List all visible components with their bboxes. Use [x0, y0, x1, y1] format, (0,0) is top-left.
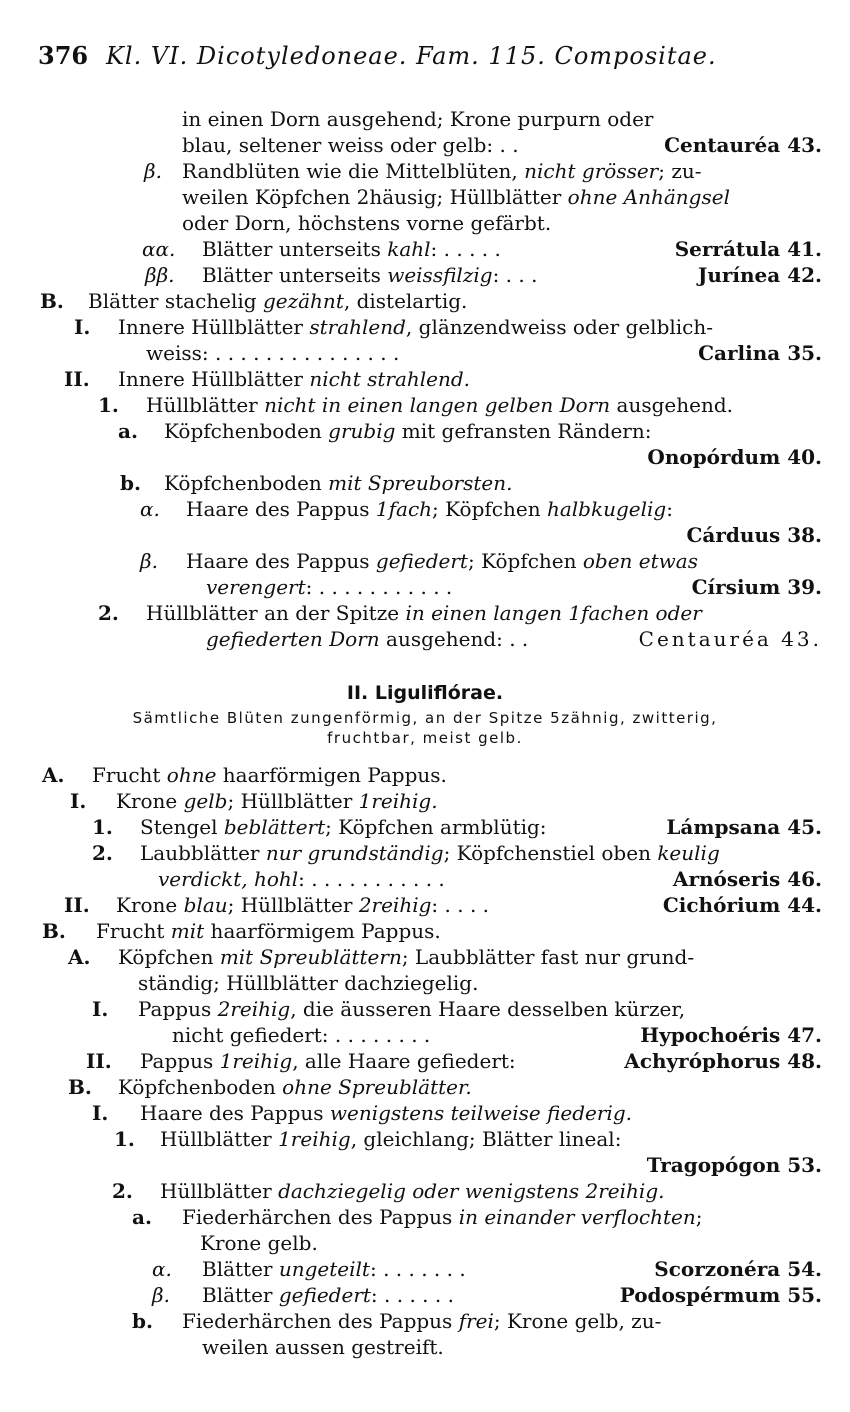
emphasis-text: 1reihig: [219, 1049, 293, 1073]
running-header: [0, 40, 850, 72]
key-step-label: b.: [132, 1309, 153, 1333]
key-description: [140, 814, 547, 840]
key-line: [0, 1204, 850, 1230]
key-description: [146, 340, 399, 366]
body-text: Köpfchen: [118, 945, 220, 969]
body-text: oder Dorn, höchstens vorne gefärbt.: [182, 211, 552, 235]
key-description: [116, 788, 438, 814]
key-step-label: 1.: [114, 1127, 135, 1151]
body-text: Haare des Pappus: [140, 1101, 330, 1125]
genus-reference: Círsium 39.: [691, 575, 822, 599]
body-text: Randblüten wie die Mittelblüten,: [182, 159, 525, 183]
key-line: [0, 970, 850, 996]
emphasis-text: ungeteilt: [278, 1257, 370, 1281]
body-text: Krone: [116, 893, 184, 917]
emphasis-text: gefiederten Dorn: [206, 627, 380, 651]
body-text: , alle Haare gefiedert:: [292, 1049, 516, 1073]
key-line: [0, 184, 850, 210]
key-description: [118, 944, 694, 970]
key-line: [0, 866, 850, 892]
key-line: [0, 574, 850, 600]
key-step-label: 1.: [92, 815, 113, 839]
body-text: :: [492, 263, 500, 287]
emphasis-text: blau: [183, 893, 228, 917]
key-description: [186, 496, 673, 522]
emphasis-text: gelb: [183, 789, 228, 813]
body-text: ; Köpfchenstiel oben: [443, 841, 658, 865]
emphasis-text: mit: [170, 919, 205, 943]
key-line: [0, 106, 850, 132]
body-text: Hüllblätter: [146, 393, 265, 417]
body-text: ausgehend.: [610, 393, 733, 417]
body-text: , gleichlang; Blätter lineal:: [350, 1127, 622, 1151]
key-description: [202, 1282, 454, 1308]
key-step-label: B.: [68, 1075, 92, 1099]
genus-reference: Centauréa 43.: [664, 133, 822, 157]
body-text: Fiederhärchen des Pappus: [182, 1205, 459, 1229]
key-line: [0, 944, 850, 970]
body-text: weilen aussen gestreift.: [202, 1335, 444, 1359]
key-line: [0, 1100, 850, 1126]
leader-dots: . .: [502, 627, 529, 651]
body-text: , distelartig.: [343, 289, 468, 313]
body-text: Fiederhärchen des Pappus: [182, 1309, 459, 1333]
key-description: [116, 892, 489, 918]
body-text: nicht gefiedert:: [172, 1023, 329, 1047]
leader-dots: . . . . . . . . . . . . . . .: [208, 341, 400, 365]
body-text: Hüllblätter: [160, 1127, 279, 1151]
emphasis-text: gefiedert: [278, 1283, 371, 1307]
key-description: [118, 366, 470, 392]
key-description: [182, 158, 702, 184]
section-heading: [0, 680, 850, 706]
body-text: Köpfchenboden: [118, 1075, 283, 1099]
body-text: ; Köpfchen armblütig:: [325, 815, 547, 839]
key-description: [202, 262, 537, 288]
key-description: [182, 184, 730, 210]
body-text: Haare des Pappus: [186, 549, 376, 573]
genus-reference: Serrátula 41.: [674, 237, 822, 261]
genus-reference: Jurínea 42.: [697, 263, 822, 287]
body-text: Blätter stachelig: [88, 289, 263, 313]
body-text: in einen Dorn ausgehend; Krone purpurn oder: [182, 107, 654, 131]
key-description: [146, 392, 733, 418]
emphasis-text: gezähnt: [262, 289, 344, 313]
body-text: :: [430, 237, 438, 261]
key-description: [182, 1308, 661, 1334]
key-description: [118, 1074, 472, 1100]
key-step-label: β.: [152, 1283, 170, 1307]
body-text: Blätter unterseits: [202, 237, 388, 261]
leader-dots: . . . . . . . . . . .: [312, 575, 453, 599]
key-description: [202, 236, 501, 262]
section-title: II. Liguliflórae.: [346, 682, 504, 704]
key-step-label: A.: [68, 945, 91, 969]
body-text: Krone: [116, 789, 184, 813]
key-description: [164, 418, 651, 444]
emphasis-text: 1reihig.: [358, 789, 438, 813]
key-line: [0, 626, 850, 652]
body-text: Blätter unterseits: [202, 263, 388, 287]
leader-dots: . . .: [499, 263, 538, 287]
emphasis-text: keulig: [657, 841, 720, 865]
key-line: [0, 1256, 850, 1282]
emphasis-text: frei: [458, 1309, 494, 1333]
emphasis-text: 2reihig: [358, 893, 432, 917]
emphasis-text: mit Spreublättern: [219, 945, 402, 969]
key-step-label: a.: [132, 1205, 152, 1229]
key-line: [0, 918, 850, 944]
emphasis-text: nicht in einen langen gelben Dorn: [264, 393, 611, 417]
emphasis-text: 2reihig: [217, 997, 291, 1021]
key-step-label: B.: [40, 289, 64, 313]
key-line: [0, 262, 850, 288]
key-step-label: b.: [120, 471, 141, 495]
page-number: 376: [38, 41, 89, 70]
body-text: blau, seltener weiss oder gelb:: [182, 133, 494, 157]
body-text: Innere Hüllblätter: [118, 315, 310, 339]
body-text: ; Köpfchen: [432, 497, 547, 521]
key-description: [140, 1100, 632, 1126]
emphasis-text: halbkugelig: [546, 497, 667, 521]
key-description: [138, 996, 685, 1022]
key-line: [0, 788, 850, 814]
emphasis-text: verengert: [206, 575, 306, 599]
emphasis-text: ohne Anhängsel: [567, 185, 730, 209]
key-step-label: I.: [92, 1101, 109, 1125]
key-description: [186, 548, 698, 574]
body-text: weiss:: [146, 341, 209, 365]
emphasis-text: nur grundständig: [265, 841, 444, 865]
leader-dots: . . . . . . .: [376, 1257, 466, 1281]
key-description: [206, 574, 452, 600]
body-text: ;: [695, 1205, 703, 1229]
key-step-label: β.: [140, 549, 158, 573]
genus-reference: Arnóseris 46.: [672, 867, 822, 891]
key-line: [0, 522, 850, 548]
leader-dots: . . . . .: [437, 237, 501, 261]
key-description: [206, 626, 528, 652]
body-text: Haare des Pappus: [186, 497, 376, 521]
key-step-label: I.: [92, 997, 109, 1021]
key-step-label: II.: [64, 367, 90, 391]
emphasis-text: nicht grösser: [524, 159, 659, 183]
key-line: [0, 132, 850, 158]
emphasis-text: kahl: [387, 237, 431, 261]
key-step-label: a.: [118, 419, 138, 443]
key-step-label: 1.: [98, 393, 119, 417]
key-description: [96, 918, 441, 944]
body-text: ; Köpfchen: [467, 549, 583, 573]
emphasis-text: 1fach: [375, 497, 433, 521]
emphasis-text: ohne Spreublätter.: [282, 1075, 472, 1099]
key-line: [0, 1152, 850, 1178]
key-line: [0, 366, 850, 392]
emphasis-text: beblättert: [223, 815, 326, 839]
emphasis-text: grubig: [328, 419, 396, 443]
key-step-label: I.: [70, 789, 87, 813]
key-description: [158, 866, 445, 892]
key-step-label: αα.: [142, 237, 176, 261]
body-text: Blätter: [202, 1257, 279, 1281]
body-text: :: [305, 575, 313, 599]
genus-reference: Podospérmum 55.: [619, 1283, 822, 1307]
body-text: :: [298, 867, 305, 891]
key-step-label: I.: [74, 315, 91, 339]
key-line: [0, 392, 850, 418]
key-line: [0, 1022, 850, 1048]
key-step-label: B.: [42, 919, 66, 943]
body-text: haarförmigen Pappus.: [216, 763, 447, 787]
key-line: [0, 1178, 850, 1204]
genus-reference: Lámpsana 45.: [666, 815, 822, 839]
key-line: [0, 600, 850, 626]
key-description: [200, 1230, 318, 1256]
key-line: [0, 996, 850, 1022]
key-step-label: 2.: [98, 601, 119, 625]
body-text: ; Hüllblätter: [227, 789, 359, 813]
body-text: Pappus: [138, 997, 218, 1021]
genus-reference: Scorzonéra 54.: [654, 1257, 822, 1281]
key-description: [182, 106, 653, 132]
body-text: Frucht: [96, 919, 171, 943]
key-line: [0, 892, 850, 918]
key-description: [182, 210, 551, 236]
body-text: mit gefransten Rändern:: [395, 419, 652, 443]
emphasis-text: in einander verflochten: [458, 1205, 696, 1229]
body-text: :: [369, 1257, 377, 1281]
body-text: ; zu-: [658, 159, 702, 183]
genus-reference: Centauréa 43.: [638, 627, 822, 651]
body-text: ; Laubblätter fast nur grund-: [401, 945, 695, 969]
key-step-label: II.: [86, 1049, 112, 1073]
key-line: [0, 1048, 850, 1074]
leader-dots: . . . .: [438, 893, 490, 917]
key-line: [0, 1282, 850, 1308]
key-step-label: β.: [144, 159, 162, 183]
body-text: Stengel: [140, 815, 224, 839]
key-line: [0, 1230, 850, 1256]
body-text: , die äusseren Haare desselben kürzer,: [290, 997, 686, 1021]
body-text: Pappus: [140, 1049, 220, 1073]
key-line: [0, 314, 850, 340]
body-text: haarförmigem Pappus.: [204, 919, 441, 943]
key-description: [202, 1256, 466, 1282]
key-line: [0, 840, 850, 866]
leader-dots: . . . . . . . .: [328, 1023, 431, 1047]
key-step-label: A.: [42, 763, 65, 787]
body-text: weilen Köpfchen 2häusig; Hüllblätter: [182, 185, 568, 209]
key-line: [0, 1308, 850, 1334]
key-line: [0, 340, 850, 366]
body-text: Köpfchenboden: [164, 419, 329, 443]
genus-reference: Onopórdum 40.: [647, 445, 822, 469]
emphasis-text: strahlend: [309, 315, 406, 339]
key-description: [172, 1022, 430, 1048]
key-description: [140, 1048, 516, 1074]
key-description: [182, 1204, 702, 1230]
body-text: Blätter: [202, 1283, 279, 1307]
section-description-text: fruchtbar, meist gelb.: [327, 729, 523, 747]
key-line: [0, 496, 850, 522]
key-line: [0, 418, 850, 444]
key-description: [146, 600, 702, 626]
key-line: [0, 470, 850, 496]
section-description-line-2: [0, 728, 850, 748]
body-text: ausgehend:: [379, 627, 503, 651]
key-line: [0, 1334, 850, 1360]
emphasis-text: in einen langen 1fachen oder: [405, 601, 702, 625]
key-step-label: 2.: [112, 1179, 133, 1203]
genus-reference: Achyróphorus 48.: [624, 1049, 822, 1073]
key-line: [0, 814, 850, 840]
key-line: [0, 210, 850, 236]
leader-dots: . . . . . .: [377, 1283, 454, 1307]
body-text: Hüllblätter an der Spitze: [146, 601, 406, 625]
genus-reference: Cárduus 38.: [686, 523, 822, 547]
body-text: Innere Hüllblätter: [118, 367, 310, 391]
emphasis-text: verdickt, hohl: [158, 867, 299, 891]
key-step-label: 2.: [92, 841, 113, 865]
body-text: ständig; Hüllblätter dachziegelig.: [138, 971, 479, 995]
emphasis-text: mit Spreuborsten.: [328, 471, 513, 495]
genus-reference: Hypochoéris 47.: [640, 1023, 822, 1047]
key-line: [0, 236, 850, 262]
key-line: [0, 548, 850, 574]
body-text: ; Krone gelb, zu-: [493, 1309, 662, 1333]
section-description-text: Sämtliche Blüten zungenförmig, an der Spitze 5zähnig, zwitterig,: [132, 709, 718, 727]
body-text: Frucht: [92, 763, 167, 787]
key-step-label: α.: [140, 497, 160, 521]
emphasis-text: nicht strahlend.: [309, 367, 471, 391]
body-text: :: [431, 893, 439, 917]
running-title: Kl. VI. Dicotyledoneae. Fam. 115. Compositae.: [106, 42, 717, 70]
emphasis-text: wenigstens teilweise fiederig.: [329, 1101, 632, 1125]
key-description: [118, 314, 713, 340]
body-text: ; Hüllblätter: [227, 893, 359, 917]
emphasis-text: gefiedert: [375, 549, 468, 573]
genus-reference: Cichórium 44.: [662, 893, 822, 917]
leader-dots: . .: [493, 133, 519, 157]
leader-dots: . . . . . . . . . . .: [304, 867, 445, 891]
body-text: Hüllblätter: [160, 1179, 279, 1203]
emphasis-text: dachziegelig oder wenigstens 2reihig.: [278, 1179, 665, 1203]
key-description: [202, 1334, 444, 1360]
key-description: [88, 288, 467, 314]
key-step-label: II.: [64, 893, 90, 917]
genus-reference: Carlina 35.: [698, 341, 822, 365]
body-text: Laubblätter: [140, 841, 266, 865]
key-line: [0, 762, 850, 788]
key-description: [140, 840, 720, 866]
key-step-label: ββ.: [145, 263, 175, 287]
emphasis-text: weissfilzig: [387, 263, 493, 287]
key-description: [160, 1178, 664, 1204]
key-description: [182, 132, 519, 158]
key-description: [138, 970, 478, 996]
key-description: [160, 1126, 621, 1152]
body-text: Köpfchenboden: [164, 471, 329, 495]
emphasis-text: ohne: [166, 763, 217, 787]
emphasis-text: oben etwas: [582, 549, 698, 573]
key-line: [0, 1126, 850, 1152]
key-line: [0, 1074, 850, 1100]
key-line: [0, 288, 850, 314]
body-text: :: [370, 1283, 378, 1307]
body-text: Krone gelb.: [200, 1231, 318, 1255]
key-line: [0, 444, 850, 470]
key-step-label: α.: [152, 1257, 172, 1281]
emphasis-text: 1reihig: [278, 1127, 351, 1151]
section-description-line-1: [0, 708, 850, 728]
genus-reference: Tragopógon 53.: [646, 1153, 822, 1177]
body-text: :: [666, 497, 673, 521]
key-description: [92, 762, 447, 788]
body-text: , glänzendweiss oder gelblich-: [405, 315, 714, 339]
key-line: [0, 158, 850, 184]
key-description: [164, 470, 513, 496]
